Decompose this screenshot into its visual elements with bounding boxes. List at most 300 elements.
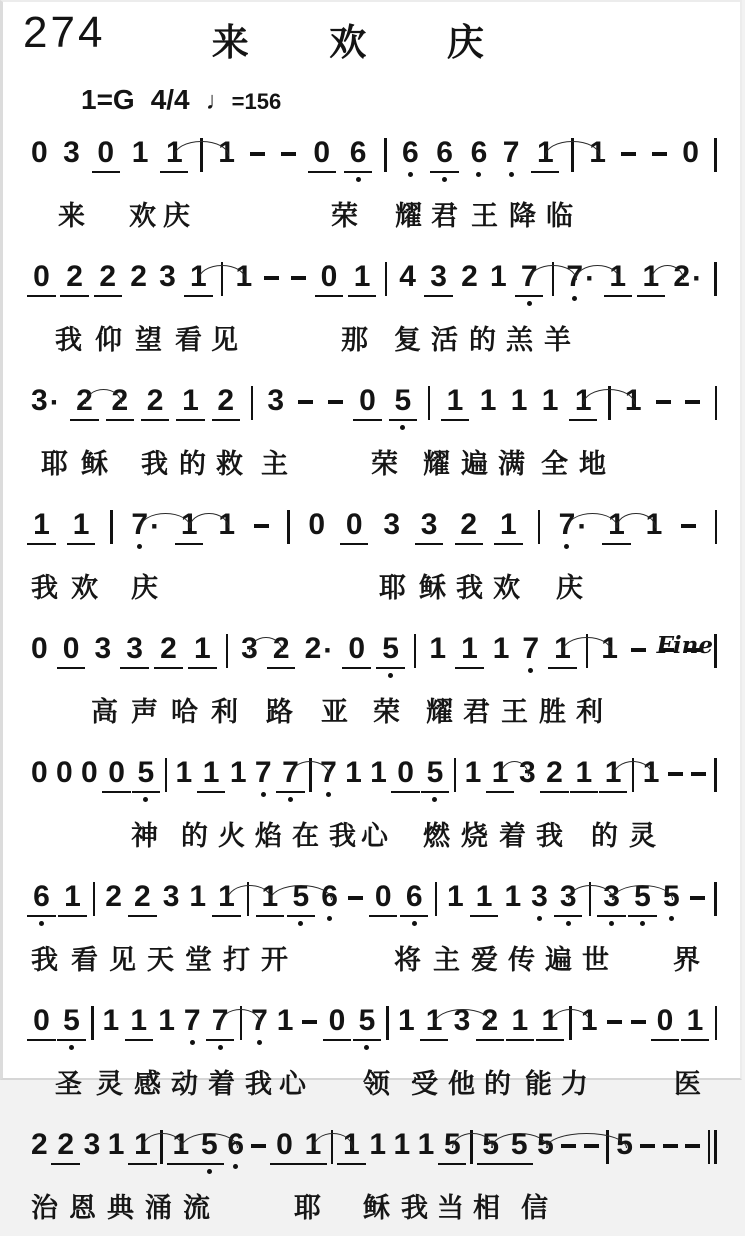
note xyxy=(509,1006,530,1041)
lyric-syllable: 世 xyxy=(582,945,609,975)
lyric-syllable: 主 xyxy=(433,945,460,975)
note xyxy=(398,1006,415,1036)
note-digit: 2 xyxy=(461,260,478,293)
low-octave-dot xyxy=(364,1045,369,1050)
note-digit: 7 xyxy=(282,756,299,789)
note xyxy=(461,262,478,292)
lyric-syllable: 心 xyxy=(279,1069,306,1099)
note-digit: 1 xyxy=(511,1004,529,1037)
low-octave-dot xyxy=(572,296,577,301)
lyric-syllable: 动 xyxy=(171,1069,198,1099)
eighth-underline xyxy=(323,1039,351,1042)
eighth-underline xyxy=(486,791,514,794)
music-line xyxy=(3,138,745,244)
eighth-underline xyxy=(389,419,417,422)
lyric-syllable: 的 xyxy=(484,1069,511,1099)
lyric-syllable: 界 xyxy=(673,945,700,975)
note-digit: 0 xyxy=(33,1004,50,1037)
note xyxy=(64,262,85,297)
eighth-underline xyxy=(102,791,130,794)
eighth-underline xyxy=(531,171,559,174)
note-digit: 7 xyxy=(502,136,520,169)
note-digit: 6 xyxy=(402,136,419,169)
note xyxy=(106,758,127,793)
note xyxy=(418,1130,435,1160)
note xyxy=(392,386,413,430)
lyric-syllable: 我 xyxy=(55,325,82,355)
duration-dash xyxy=(621,152,636,156)
note-digit: 3 xyxy=(159,260,176,293)
note-digit: 7 xyxy=(320,756,337,789)
note-digit: 1 xyxy=(369,1128,386,1161)
eighth-underline xyxy=(120,667,148,670)
note-digit: 6 xyxy=(349,136,367,169)
barline xyxy=(454,758,457,792)
note-digit: 7 xyxy=(251,1004,268,1037)
note xyxy=(311,138,332,173)
lyric-syllable: 胜 xyxy=(539,697,566,727)
eighth-underline xyxy=(315,295,343,298)
note-digit: 1 xyxy=(580,1004,598,1037)
note-digit: 1 xyxy=(601,632,618,665)
note xyxy=(573,758,594,793)
note-digit: 1 xyxy=(645,508,663,541)
song-title: 来 欢 庆 xyxy=(211,22,520,63)
lyric-syllable: 救 xyxy=(216,449,243,479)
note-digit: 1 xyxy=(218,508,235,541)
lyric-syllable: 耀 xyxy=(395,201,422,231)
eighth-underline xyxy=(58,915,86,918)
lyric-syllable: 见 xyxy=(211,325,238,355)
note xyxy=(346,634,367,669)
lyric-syllable: 开 xyxy=(261,945,288,975)
duration-dash xyxy=(607,1020,622,1024)
lyrics-row xyxy=(3,697,745,733)
note-digit: 1 xyxy=(686,1004,704,1037)
eighth-underline xyxy=(554,915,582,918)
low-octave-dot xyxy=(143,797,148,802)
eighth-underline xyxy=(167,1163,195,1166)
duration-dash xyxy=(681,524,696,528)
note-digit: 7 xyxy=(183,1004,201,1037)
dot-after: · xyxy=(323,634,334,667)
note xyxy=(31,882,52,926)
note-digit: 1 xyxy=(642,260,660,293)
low-octave-dot xyxy=(327,916,332,921)
note-digit: 1 xyxy=(500,508,517,541)
note xyxy=(447,882,464,912)
note-digit: 3 xyxy=(383,508,400,541)
note-digit: 1 xyxy=(464,756,482,789)
low-octave-dot xyxy=(509,172,514,177)
eighth-underline xyxy=(637,295,665,298)
note xyxy=(356,1006,377,1050)
duration-dash xyxy=(291,276,306,280)
lyric-syllable: 领 xyxy=(363,1069,390,1099)
fine-marking: Fine xyxy=(656,632,713,659)
eighth-underline xyxy=(599,791,627,794)
note xyxy=(31,262,52,297)
note xyxy=(84,1130,101,1160)
note xyxy=(419,510,440,545)
note-digit: 2 xyxy=(481,1004,499,1037)
note-digit: 5 xyxy=(426,756,444,789)
note-digit: 5 xyxy=(63,1004,80,1037)
note xyxy=(370,758,387,788)
note-digit: 1 xyxy=(492,632,510,665)
low-octave-dot xyxy=(388,673,393,678)
note-digit: 1 xyxy=(608,508,625,541)
note xyxy=(81,758,98,788)
note-digit: 1 xyxy=(510,384,528,417)
lyric-syllable: 感 xyxy=(134,1069,161,1099)
lyric-syllable: 荣 xyxy=(331,201,358,231)
note-digit: 7 xyxy=(566,260,584,293)
note-digit: 3 xyxy=(267,384,285,417)
note xyxy=(380,634,401,678)
note xyxy=(511,386,528,416)
notes-row xyxy=(31,634,717,680)
note xyxy=(31,138,48,168)
note-digit: 3 xyxy=(241,632,258,665)
eighth-underline xyxy=(342,667,370,670)
music-line xyxy=(3,1130,745,1236)
lyric-syllable: 灵 xyxy=(629,821,656,851)
lyrics-row xyxy=(3,821,745,857)
note-digit: 0 xyxy=(308,508,326,541)
low-octave-dot xyxy=(298,921,303,926)
low-octave-dot xyxy=(527,301,532,306)
key-signature: 1=G xyxy=(81,84,135,115)
note xyxy=(383,510,400,540)
note xyxy=(458,510,479,545)
note xyxy=(192,634,213,669)
eighth-underline xyxy=(175,543,203,546)
barline xyxy=(714,634,717,668)
note-digit: 1 xyxy=(491,756,509,789)
note xyxy=(176,758,193,788)
note-digit: 1 xyxy=(182,384,199,417)
note-digit: 2 xyxy=(160,632,177,665)
note xyxy=(255,758,272,797)
note-digit: 2 xyxy=(105,880,122,913)
barline xyxy=(715,386,718,420)
note xyxy=(542,386,559,416)
note xyxy=(459,634,480,669)
duration-dash xyxy=(254,524,269,528)
lyric-syllable: 庆 xyxy=(131,573,158,603)
barline xyxy=(384,138,387,172)
note-digit: 1 xyxy=(461,632,478,665)
note xyxy=(655,1006,676,1041)
low-octave-dot xyxy=(669,916,674,921)
note-digit: 1 xyxy=(475,880,493,913)
eighth-underline xyxy=(27,295,55,298)
eighth-underline xyxy=(441,419,469,422)
lyric-syllable: 全 xyxy=(541,449,568,479)
note xyxy=(97,262,118,297)
eighth-underline xyxy=(424,295,452,298)
note-digit: 6 xyxy=(33,880,50,913)
eighth-underline xyxy=(128,915,156,918)
eighth-underline xyxy=(369,915,397,918)
note-digit: 1 xyxy=(447,880,464,913)
eighth-underline xyxy=(494,543,522,546)
notes-row xyxy=(31,1006,717,1052)
note-digit: 2 xyxy=(460,508,478,541)
lyrics-row xyxy=(3,1193,745,1229)
note-digit: 3 xyxy=(63,136,80,169)
note xyxy=(434,138,455,182)
note xyxy=(103,1006,120,1036)
eighth-underline xyxy=(400,915,428,918)
low-octave-dot xyxy=(566,921,571,926)
note-digit: 2 xyxy=(76,384,93,417)
duration-dash xyxy=(264,276,279,280)
note xyxy=(132,138,149,168)
lyrics-row xyxy=(3,573,745,609)
music-line xyxy=(3,634,745,740)
note-digit: 1 xyxy=(417,1128,435,1161)
note xyxy=(663,882,680,921)
lyric-syllable: 我 xyxy=(456,573,483,603)
eighth-underline xyxy=(154,667,182,670)
note-digit: 3 xyxy=(430,260,447,293)
barline xyxy=(715,510,718,544)
note-digit: 1 xyxy=(489,260,507,293)
note xyxy=(215,386,236,421)
note-digit: 2 xyxy=(272,632,290,665)
lyric-syllable: 亚 xyxy=(321,697,348,727)
note-digit: 1 xyxy=(175,756,193,789)
note xyxy=(474,882,495,917)
note-digit: 1 xyxy=(554,632,571,665)
duration-dash xyxy=(281,152,296,156)
lyric-syllable: 烧 xyxy=(461,821,488,851)
note xyxy=(189,882,206,912)
note-digit: 1 xyxy=(189,880,207,913)
eighth-underline xyxy=(27,1039,55,1042)
lyric-syllable: 心 xyxy=(361,821,388,851)
lyric-syllable: 在 xyxy=(292,821,319,851)
note xyxy=(345,758,362,788)
barline xyxy=(714,1130,717,1164)
duration-dash xyxy=(685,400,700,404)
eighth-underline xyxy=(67,543,95,546)
note-digit: 5 xyxy=(382,632,399,665)
note-digit: 5 xyxy=(443,1128,461,1161)
eighth-underline xyxy=(195,1163,223,1166)
eighth-underline xyxy=(430,171,458,174)
note xyxy=(180,386,201,421)
eighth-underline xyxy=(27,543,55,546)
eighth-underline xyxy=(340,543,368,546)
note-digit: 3 xyxy=(518,756,536,789)
note-digit: 1 xyxy=(131,136,149,169)
eighth-underline xyxy=(515,295,543,298)
note-digit: 7 xyxy=(558,508,576,541)
lyric-syllable: 受 xyxy=(411,1069,438,1099)
note-digit: 1 xyxy=(397,1004,415,1037)
lyric-syllable: 王 xyxy=(471,201,498,231)
barline xyxy=(414,634,417,668)
note-digit: 0 xyxy=(56,756,73,789)
lyric-syllable: 神 xyxy=(131,821,158,851)
note xyxy=(404,882,425,926)
note-digit: 1 xyxy=(541,1004,559,1037)
notes-row xyxy=(31,758,717,804)
low-octave-dot xyxy=(400,425,405,430)
low-octave-dot xyxy=(326,792,331,797)
eighth-underline xyxy=(206,1039,234,1042)
note-digit: 2 xyxy=(673,260,691,293)
note xyxy=(348,138,369,182)
duration-dash xyxy=(691,772,706,776)
lyrics-row xyxy=(3,945,745,981)
low-octave-dot xyxy=(261,792,266,797)
eighth-underline xyxy=(604,295,632,298)
note-digit: 1 xyxy=(134,1128,151,1161)
lyric-syllable: 复 xyxy=(394,325,421,355)
note xyxy=(135,758,156,802)
note-digit: 0 xyxy=(313,136,331,169)
barline xyxy=(251,386,254,420)
note-digit: 1 xyxy=(353,260,371,293)
eighth-underline xyxy=(344,171,372,174)
lyric-syllable: 堂 xyxy=(185,945,212,975)
note xyxy=(159,262,176,292)
lyric-syllable: 着 xyxy=(499,821,526,851)
eighth-underline xyxy=(348,295,376,298)
duration-dash xyxy=(668,772,683,776)
note-digit: 6 xyxy=(321,880,338,913)
note-digit: 5 xyxy=(482,1128,500,1161)
eighth-underline xyxy=(299,1163,327,1166)
note xyxy=(128,1006,149,1041)
note-digit: 1 xyxy=(589,136,606,169)
note-digit: 1 xyxy=(102,1004,120,1037)
low-octave-dot xyxy=(218,1045,223,1050)
note xyxy=(395,758,416,793)
lyric-syllable: 临 xyxy=(546,201,573,231)
eighth-underline xyxy=(212,419,240,422)
note-digit: 0 xyxy=(97,136,115,169)
note-digit: 1 xyxy=(425,1004,443,1037)
eighth-underline xyxy=(570,791,598,794)
note-digit: 0 xyxy=(345,508,363,541)
music-line xyxy=(3,510,745,616)
note xyxy=(108,1130,125,1160)
note xyxy=(61,1006,82,1050)
eighth-underline xyxy=(337,1163,365,1166)
music-line xyxy=(3,262,745,368)
note xyxy=(267,386,284,416)
lyric-syllable: 荣 xyxy=(373,697,400,727)
barline xyxy=(386,1006,389,1040)
note xyxy=(319,262,340,297)
eighth-underline xyxy=(125,1039,153,1042)
music-line xyxy=(3,1006,745,1112)
eighth-underline xyxy=(506,1039,534,1042)
lyric-syllable: 耶 xyxy=(294,1193,321,1223)
note-digit: 0 xyxy=(81,756,98,789)
barline xyxy=(226,634,229,668)
note-digit: 1 xyxy=(541,384,559,417)
eighth-underline xyxy=(51,1163,79,1166)
lyric-syllable: 治 xyxy=(31,1193,58,1223)
note xyxy=(308,510,325,540)
lyric-syllable: 医 xyxy=(674,1069,701,1099)
note-digit: 0 xyxy=(33,260,50,293)
lyric-syllable: 看 xyxy=(175,325,202,355)
note-digit: 5 xyxy=(394,384,412,417)
dot-after: · xyxy=(49,386,60,419)
note-digit: 1 xyxy=(218,136,235,169)
note-digit: 1 xyxy=(624,384,642,417)
eighth-underline xyxy=(270,1163,298,1166)
time-signature: 4/4 xyxy=(150,84,190,115)
note-digit: 5 xyxy=(616,1128,633,1161)
note-digit: 1 xyxy=(165,136,183,169)
lyric-syllable: 相 xyxy=(473,1193,500,1223)
lyric-syllable: 稣 xyxy=(363,1193,390,1223)
lyric-syllable: 欢 xyxy=(71,573,98,603)
eighth-underline xyxy=(267,667,295,670)
eighth-underline xyxy=(602,543,630,546)
lyric-syllable: 能 xyxy=(525,1069,552,1099)
lyric-syllable: 传 xyxy=(508,945,535,975)
note-digit: 1 xyxy=(218,880,235,913)
note xyxy=(505,882,522,912)
note xyxy=(55,1130,76,1165)
note xyxy=(230,758,247,788)
lyric-syllable: 我 xyxy=(31,573,58,603)
lyric-syllable: 高 xyxy=(91,697,118,727)
eighth-underline xyxy=(212,915,240,918)
note xyxy=(131,508,161,549)
lyric-syllable: 欢 xyxy=(493,573,520,603)
note-digit: 3 xyxy=(31,384,48,417)
lyric-syllable: 爱 xyxy=(471,945,498,975)
note xyxy=(682,138,699,168)
lyric-syllable: 庆 xyxy=(556,573,583,603)
lyric-syllable: 利 xyxy=(576,697,603,727)
note xyxy=(373,882,394,917)
eighth-underline xyxy=(415,543,443,546)
note-digit: 1 xyxy=(370,756,387,789)
lyrics-row xyxy=(3,449,745,485)
note xyxy=(163,882,180,912)
note xyxy=(130,262,147,292)
eighth-underline xyxy=(476,1039,504,1042)
duration-dash xyxy=(302,1020,317,1024)
note-digit: 2 xyxy=(130,260,147,293)
eighth-underline xyxy=(70,419,98,422)
note-digit: 3 xyxy=(531,880,548,913)
note xyxy=(326,1006,347,1041)
note xyxy=(227,1130,244,1169)
note xyxy=(429,634,446,664)
lyric-syllable: 我 xyxy=(329,821,356,851)
note-digit: 0 xyxy=(62,632,80,665)
low-octave-dot xyxy=(476,172,481,177)
note-digit: 5 xyxy=(358,1004,376,1037)
low-octave-dot xyxy=(432,797,437,802)
lyric-syllable: 羊 xyxy=(544,325,571,355)
note-digit: 3 xyxy=(126,632,143,665)
note-digit: 1 xyxy=(130,1004,148,1037)
music-line xyxy=(3,758,745,864)
